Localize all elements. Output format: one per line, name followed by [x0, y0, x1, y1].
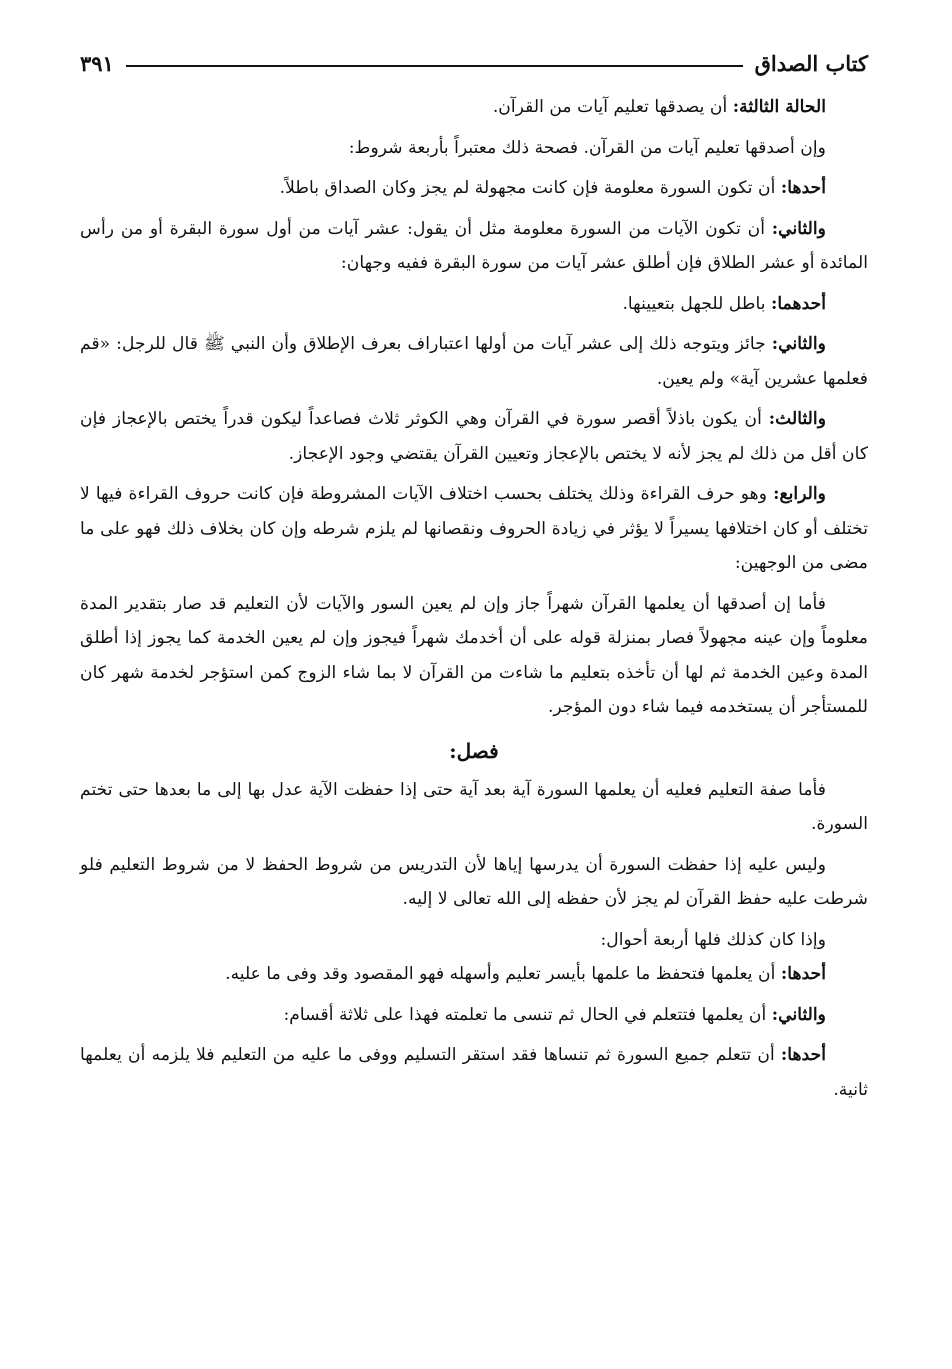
paragraph [80, 998, 868, 1033]
paragraph [80, 1038, 868, 1107]
paragraph-lead: الحالة الثالثة: [732, 97, 826, 117]
paragraph [80, 848, 868, 917]
header-rule [126, 65, 743, 67]
paragraph-text: وهو حرف القراءة وذلك يختلف بحسب اختلاف الآيات المشروطة فإن كانت حروف القراءة فيها لا تختلف أو كان اختلافها يسيراً لا يؤثر في زيادة الحروف ونقصانها لم يلزم شرطه وإن كان بخلاف ذلك فهو على ما مضى من الوجهين: [80, 484, 868, 573]
paragraph-text: أن تتعلم جميع السورة ثم تنساها فقد استقر التسليم ووفى ما عليه من التعليم فلا يلزمه أن يعلمها ثانية. [80, 1045, 868, 1100]
page-number: ٣٩١ [80, 50, 114, 76]
book-page [80, 40, 868, 1350]
paragraph-text: أن تكون السورة معلومة فإن كانت مجهولة لم يجز وكان الصداق باطلاً. [279, 178, 781, 198]
paragraph [80, 327, 868, 396]
paragraph [80, 287, 868, 322]
paragraph-text: وإذا كان كذلك فلها أربعة أحوال: [600, 929, 826, 950]
paragraph-text: جائز ويتوجه ذلك إلى عشر آيات من أولها اعتباراف بعرف الإطلاق وأن النبي ﷺ قال للرجل: «قم فعلمها عشرين آية» ولم يعين. [80, 334, 868, 389]
page-content [80, 90, 868, 1107]
paragraph-lead: والرابع: [773, 484, 826, 504]
paragraph [80, 773, 868, 842]
paragraph [80, 131, 868, 166]
paragraph-text: أن يصدقها تعليم آيات من القرآن. [492, 97, 733, 117]
paragraph-lead: أحدهما: [770, 293, 826, 314]
paragraph-text: باطل للجهل بتعيينها. [622, 293, 771, 314]
paragraph-text: أن يعلمها فتتعلم في الحال ثم تنسى ما تعلمته فهذا على ثلاثة أقسام: [283, 1004, 772, 1025]
paragraph-lead: والثاني: [771, 1004, 826, 1025]
paragraph-lead: أحدها: [780, 1045, 826, 1065]
paragraph-text: فأما صفة التعليم فعليه أن يعلمها السورة آية بعد آية حتى إذا حفظت الآية عدل بها إلى ما بعدها حتى تختم السورة. [80, 779, 868, 834]
paragraph-lead: والثاني: [771, 218, 826, 239]
paragraph [80, 212, 868, 281]
paragraph-text: أن يعلمها فتحفظ ما علمها بأيسر تعليم وأسهله فهو المقصود وقد وفى ما عليه. [225, 964, 781, 984]
paragraph [80, 90, 868, 125]
paragraph-text: فأما إن أصدقها أن يعلمها القرآن شهراً جاز وإن لم يعين السور والآيات لأن التعليم قد صار بتقدير المدة معلوماً وإن عينه مجهولاً فصار بمنزلة قوله على أن أخدمك شهراً فيجوز وإن لم يعين الخدمة كما يجوز إذا أطلق المدة وعين الخدمة ثم لها أن تأخذه بتعليم ما شاءت من القرآن لا بما شاء الزوج كمن استؤجر لخدمة شهر كان للمستأجر أن يستخدمه فيما شاء دون المؤجر. [80, 593, 868, 717]
paragraph-lead: والثاني: [771, 334, 826, 354]
paragraph [80, 171, 868, 206]
paragraph-text: أن تكون الآيات من السورة معلومة مثل أن يقول: عشر آيات من أول سورة البقرة أو من رأس المائدة أو عشر الطلاق فإن أطلق عشر آيات من سورة البقرة ففيه وجهان: [80, 218, 868, 273]
section-heading: فصل: [449, 738, 499, 763]
paragraph-lead: أحدها: [780, 964, 826, 984]
paragraph [80, 477, 868, 581]
paragraph-lead: والثالث: [768, 409, 826, 429]
paragraph [80, 587, 868, 725]
paragraph-lead: أحدها: [780, 178, 826, 198]
paragraph [80, 957, 868, 992]
paragraph-text: وليس عليه إذا حفظت السورة أن يدرسها إياها لأن التدريس من شروط الحفظ لا من شروط التعليم فلو شرطت عليه حفظ القرآن لم يجز لأن حفظه إلى الله تعالى لا إليه. [80, 854, 868, 909]
paragraph-text: أن يكون باذلاً أقصر سورة في القرآن وهي الكوثر ثلاث فصاعداً ليكون قدراً يختص بالإعجاز فإن كان أقل من ذلك لم يجز لأنه لا يختص بالإعجاز وتعيين القرآن يقتضي وجود الإعجاز. [80, 409, 868, 464]
paragraph [80, 923, 868, 958]
book-title: كتاب الصداق [754, 50, 868, 76]
paragraph [80, 402, 868, 471]
paragraph-text: وإن أصدقها تعليم آيات من القرآن. فصحة ذلك معتبراً بأربعة شروط: [348, 137, 826, 158]
page-header [80, 40, 868, 86]
